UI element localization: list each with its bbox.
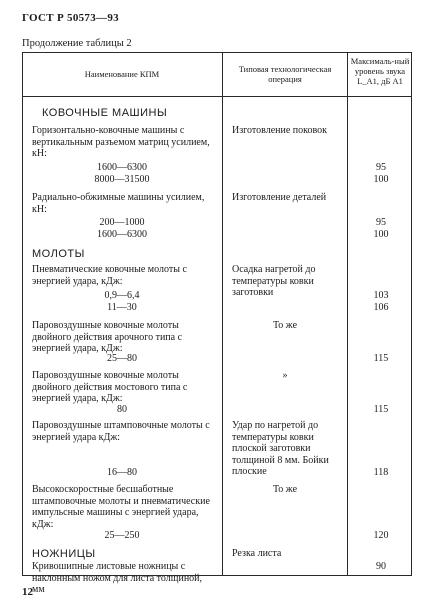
row-spec: 25—80 — [107, 353, 137, 364]
row-noise-value: 115 — [373, 353, 389, 364]
row-noise-value: 95 — [376, 162, 386, 173]
row-noise-value: 120 — [373, 530, 389, 541]
row-name-high-speed-hammers: Высокоскоростные бесшаботные штамповочные молоты и пневматические импульсные машины с энергией удара, кДж: — [32, 484, 210, 530]
row-operation-impact: Удар по нагретой до температуры ковки плоской заготовки толщиной 8 мм. Бойки плоские — [232, 420, 329, 477]
column-divider-2 — [347, 52, 348, 576]
row-name-steam-air-arch-hammers: Паровоздушные ковочные молоты двойного действия арочного типа с энергией удара, кДж: — [32, 320, 183, 354]
row-spec: 1600—6300 — [97, 229, 147, 240]
row-name-steam-air-stamping-hammers: Паровоздушные штамповочные молоты с энергией удара кДж: — [32, 420, 210, 443]
row-operation-ditto: » — [282, 370, 288, 381]
row-operation-radial-crimping: Изготовление деталей — [232, 192, 327, 203]
table-continuation-label: Продолжение таблицы 2 — [22, 38, 132, 49]
table-left-border — [22, 52, 23, 576]
row-spec: 16—80 — [107, 467, 137, 478]
section-title-hammers: МОЛОТЫ — [32, 248, 85, 260]
table-right-border — [411, 52, 412, 576]
row-noise-value: 106 — [373, 302, 389, 313]
row-noise-value: 115 — [373, 404, 389, 415]
page-number: 12 — [22, 586, 33, 598]
row-noise-value: 90 — [376, 561, 386, 572]
section-title-forging-machines: КОВОЧНЫЕ МАШИНЫ — [42, 107, 168, 119]
noise-table — [22, 52, 412, 595]
row-spec: 200—1000 — [99, 217, 145, 228]
row-name-steam-air-bridge-hammers: Паровоздушные ковочные молоты двойного действия мостового типа с энергией удара, кДж: — [32, 370, 188, 404]
row-noise-value: 100 — [373, 229, 389, 240]
row-noise-value: 118 — [373, 467, 389, 478]
row-name-horizontal-forging: Горизонтально-ковочные машины с вертикальным разъемом матриц усилием, кН: — [32, 125, 210, 159]
column-header-name: Наименование КПМ — [84, 69, 160, 79]
row-spec: 25—250 — [104, 530, 140, 541]
row-spec: 0,9—6,4 — [104, 290, 140, 301]
row-name-radial-crimping: Радиально-обжимные машины усилием, кН: — [32, 192, 205, 215]
row-operation-horizontal-forging: Изготовление поковок — [232, 125, 328, 136]
row-name-crank-shears: Кривошипные листовые ножницы с наклонным ножом для листа толщиной, мм — [32, 561, 203, 595]
document-header: ГОСТ Р 50573—93 — [22, 12, 119, 24]
row-noise-value: 95 — [376, 217, 386, 228]
column-header-noise-level: Максималь-ный уровень звука L_A1, дБ A1 — [350, 56, 410, 86]
row-operation-upsetting: Осадка нагретой до температуры ковки заготовки — [232, 264, 316, 298]
row-operation-same: То же — [272, 320, 298, 331]
table-top-border — [22, 52, 412, 53]
row-operation-same: То же — [272, 484, 298, 495]
column-header-operation: Типовая технологическая операция — [238, 64, 332, 84]
row-name-pneumatic-hammers: Пневматические ковочные молоты с энергией удара, кДж: — [32, 264, 187, 287]
row-operation-sheet-cutting: Резка листа — [232, 548, 282, 559]
row-spec: 8000—31500 — [94, 174, 150, 185]
column-divider-1 — [222, 52, 223, 576]
row-noise-value: 103 — [373, 290, 389, 301]
row-spec: 1600—6300 — [97, 162, 147, 173]
section-title-shears: НОЖНИЦЫ — [32, 548, 96, 560]
row-noise-value: 100 — [373, 174, 389, 185]
row-spec: 80 — [117, 404, 127, 415]
header-bottom-border — [22, 96, 412, 97]
row-spec: 11—30 — [107, 302, 137, 313]
